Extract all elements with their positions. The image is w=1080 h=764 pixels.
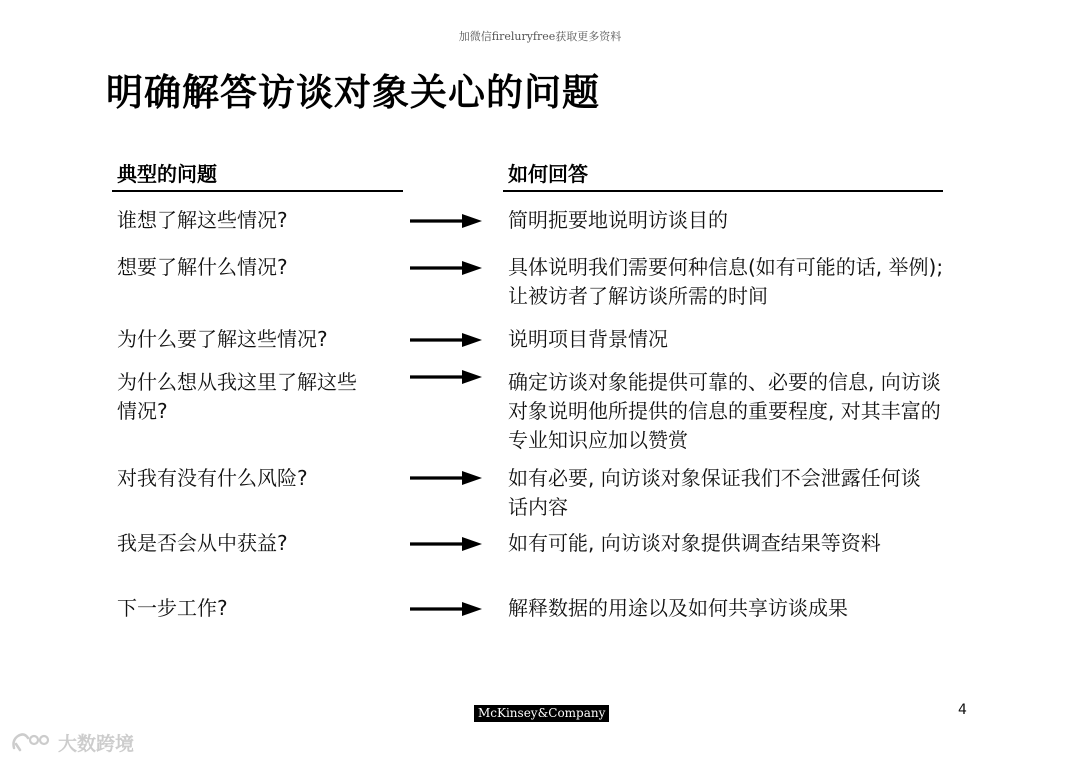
page-title: 明确解答访谈对象关心的问题 — [106, 71, 600, 114]
questions-divider — [112, 190, 403, 192]
question-text: 我是否会从中获益? — [117, 531, 288, 555]
answer-text: 说明项目背景情况 — [508, 327, 668, 351]
column-header-answers: 如何回答 — [508, 162, 588, 186]
watermark-text: 大数跨境 — [58, 732, 135, 755]
right-arrow-icon — [410, 333, 482, 347]
brand-logo-icon — [10, 730, 54, 754]
answer-text: 确定访谈对象能提供可靠的、必要的信息, 向访谈对象说明他所提供的信息的重要程度, 对其丰富的专业知识应加以赞赏 — [508, 370, 941, 452]
answer-text: 如有必要, 向访谈对象保证我们不会泄露任何谈话内容 — [508, 466, 921, 519]
question-text: 想要了解什么情况? — [117, 255, 288, 279]
question-text: 为什么想从我这里了解这些情况? — [117, 370, 357, 423]
page-number: 4 — [958, 702, 967, 718]
answer-text: 简明扼要地说明访谈目的 — [508, 208, 728, 232]
right-arrow-icon — [410, 214, 482, 228]
answers-divider — [503, 190, 943, 192]
right-arrow-icon — [410, 602, 482, 616]
right-arrow-icon — [410, 471, 482, 485]
right-arrow-icon — [410, 261, 482, 275]
question-text: 谁想了解这些情况? — [117, 208, 288, 232]
answer-text: 如有可能, 向访谈对象提供调查结果等资料 — [508, 531, 881, 555]
right-arrow-icon — [410, 370, 482, 384]
mckinsey-logo: McKinsey&Company — [474, 705, 609, 722]
answer-text: 解释数据的用途以及如何共享访谈成果 — [508, 596, 848, 620]
answer-text: 具体说明我们需要何种信息(如有可能的话, 举例); 让被访者了解访谈所需的时间 — [508, 255, 944, 308]
question-text: 为什么要了解这些情况? — [117, 327, 328, 351]
watermark — [10, 728, 134, 756]
question-text: 下一步工作? — [117, 596, 228, 620]
header-note: 加微信fireluryfree获取更多资料 — [458, 30, 622, 43]
column-header-questions: 典型的问题 — [117, 162, 217, 186]
question-text: 对我有没有什么风险? — [117, 466, 308, 490]
right-arrow-icon — [410, 537, 482, 551]
